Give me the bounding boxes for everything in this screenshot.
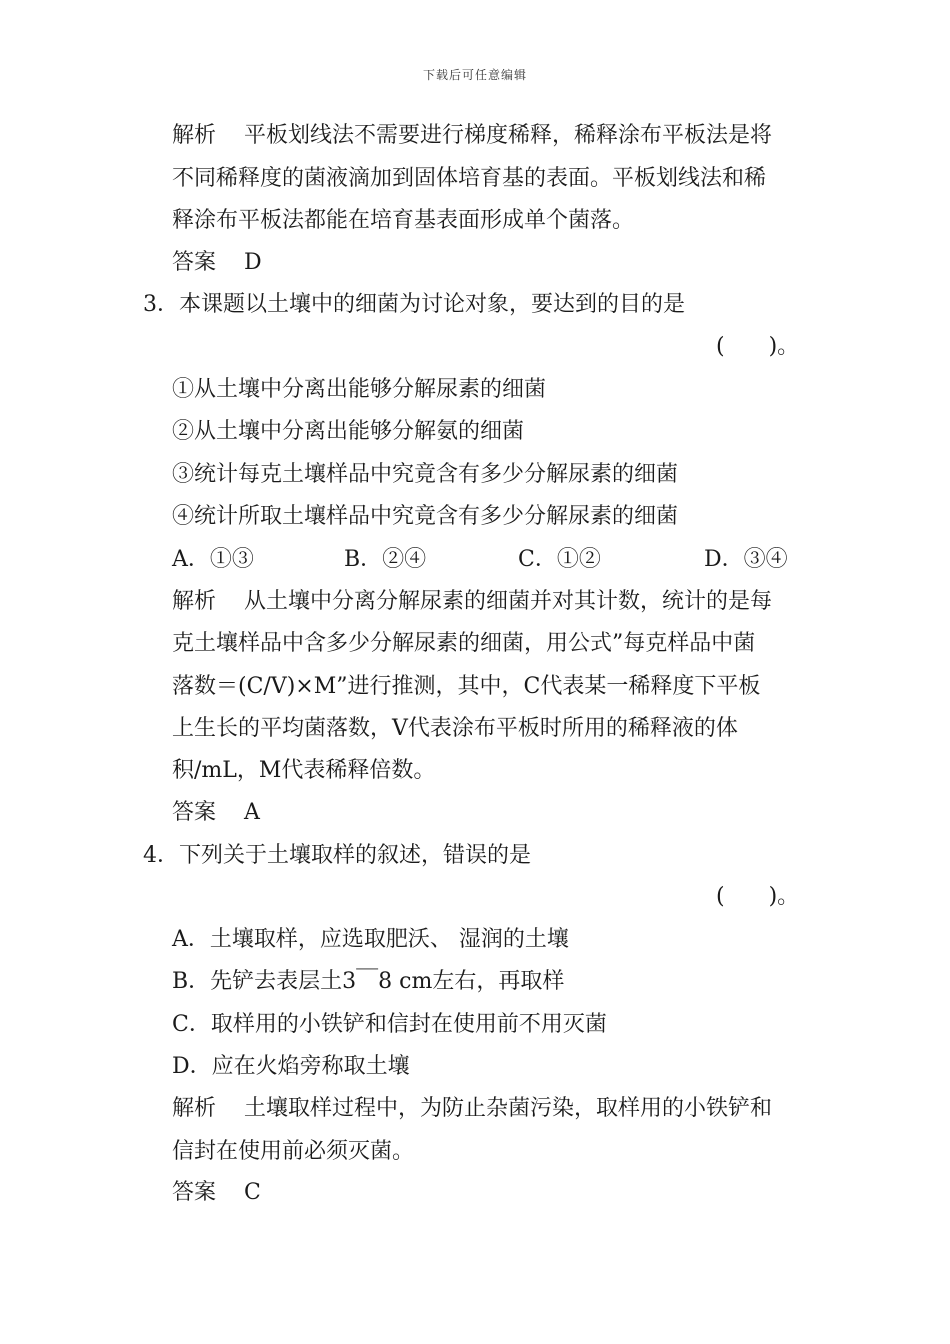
analysis-line <box>172 587 772 617</box>
page-header: 下载后可任意编辑 <box>422 68 527 82</box>
answer-label: 答案 <box>172 250 217 275</box>
analysis-text: 落数＝(C/V)×M”进行推测，其中，C代表某一稀释度下平板 <box>172 674 761 699</box>
analysis-text: 信封在使用前必须灭菌。 <box>172 1139 415 1164</box>
analysis-line <box>172 1094 772 1124</box>
option-c: C．①② <box>518 547 601 572</box>
analysis-text: 从土壤中分离分解尿素的细菌并对其计数，统计的是每 <box>244 589 773 614</box>
option-a: A．①③ <box>172 547 254 572</box>
analysis-text: 上生长的平均菌落数，V代表涂布平板时所用的稀释液的体 <box>172 716 738 741</box>
question-number: 4． <box>143 843 179 868</box>
analysis-text: 积/mL，M代表稀释倍数。 <box>172 758 436 783</box>
answer-line <box>172 1178 261 1208</box>
answer-bracket: ( )。 <box>716 334 800 359</box>
answer-line <box>172 798 260 828</box>
analysis-text: 释涂布平板法都能在培育基表面形成单个菌落。 <box>172 208 635 233</box>
question-4-stem <box>143 841 531 871</box>
analysis-text: 不同稀释度的菌液滴加到固体培育基的表面。平板划线法和稀 <box>172 166 767 191</box>
answer-label: 答案 <box>172 1180 217 1205</box>
question-number: 3． <box>143 292 179 317</box>
statement-item: ①从土壤中分离出能够分解尿素的细菌 <box>172 377 547 402</box>
answer-line <box>172 248 262 278</box>
answer-value: C <box>244 1180 261 1205</box>
question-3-stem <box>143 290 685 320</box>
option-b: B．②④ <box>344 547 427 572</box>
analysis-text: 克土壤样品中含多少分解尿素的细菌，用公式”每克样品中菌 <box>172 631 756 656</box>
answer-value: D <box>244 250 262 275</box>
analysis-text: 平板划线法不需要进行梯度稀释，稀释涂布平板法是将 <box>244 123 773 148</box>
option-d: D．③④ <box>704 547 788 572</box>
option-a: A．土壤取样，应选取肥沃、 湿润的土壤 <box>172 927 569 952</box>
option-b: B．先铲去表层土3￣8 cm左右，再取样 <box>172 969 565 994</box>
answer-value: A <box>244 800 260 825</box>
analysis-label: 解析 <box>172 1096 217 1121</box>
analysis-label: 解析 <box>172 589 217 614</box>
answer-bracket: ( )。 <box>716 884 800 909</box>
answer-label: 答案 <box>172 800 217 825</box>
analysis-line <box>172 121 772 151</box>
option-d: D．应在火焰旁称取土壤 <box>172 1054 410 1079</box>
option-c: C．取样用的小铁铲和信封在使用前不用灭菌 <box>172 1012 607 1037</box>
analysis-text: 土壤取样过程中，为防止杂菌污染，取样用的小铁铲和 <box>244 1096 773 1121</box>
statement-item: ④统计所取土壤样品中究竟含有多少分解尿素的细菌 <box>172 504 679 529</box>
statement-item: ③统计每克土壤样品中究竟含有多少分解尿素的细菌 <box>172 462 679 487</box>
analysis-label: 解析 <box>172 123 217 148</box>
options-row <box>172 545 792 575</box>
question-text: 本课题以土壤中的细菌为讨论对象，要达到的目的是 <box>179 292 686 317</box>
statement-item: ②从土壤中分离出能够分解氨的细菌 <box>172 419 525 444</box>
question-text: 下列关于土壤取样的叙述，错误的是 <box>179 843 532 868</box>
